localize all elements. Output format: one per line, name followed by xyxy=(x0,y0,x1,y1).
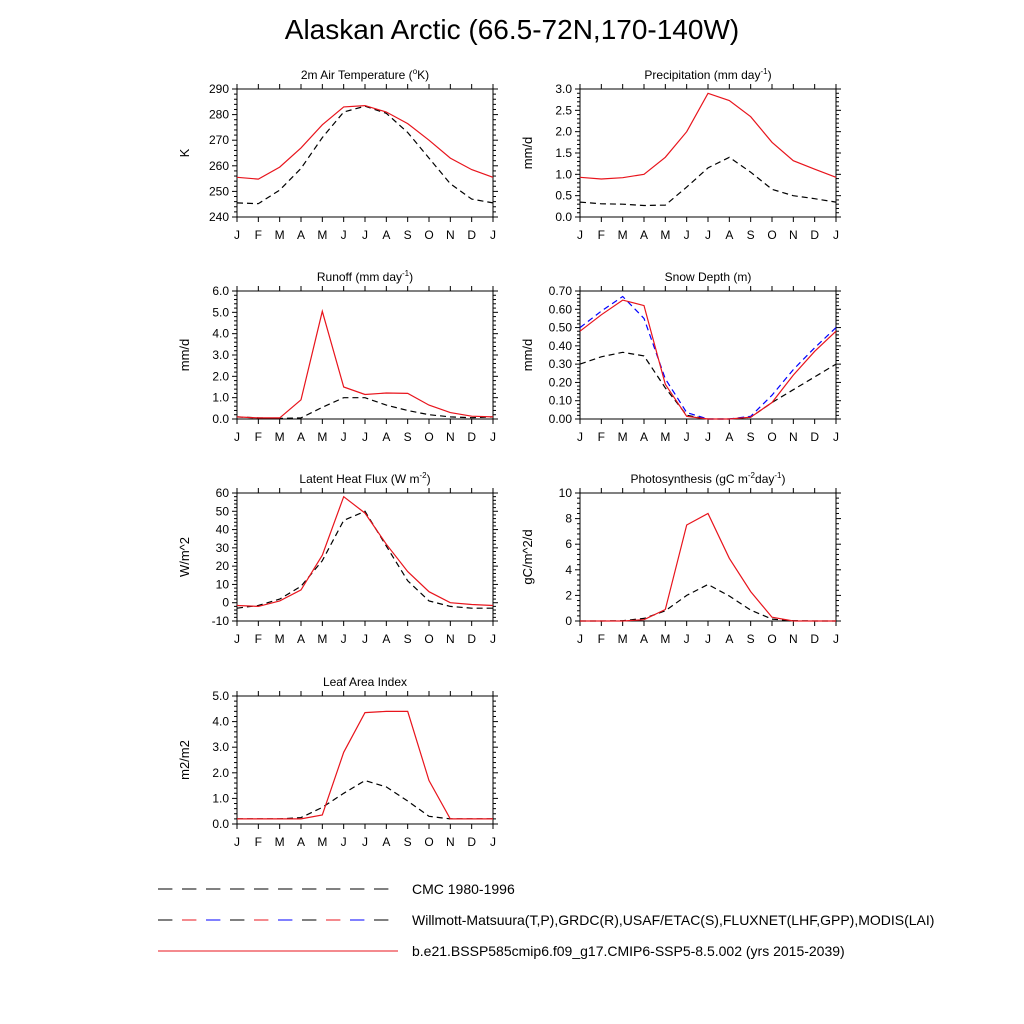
chart-panel-2 xyxy=(520,67,841,242)
x-tick-label: M xyxy=(274,632,285,646)
y-tick-label: 5.0 xyxy=(212,689,229,703)
title-text: ) xyxy=(781,472,786,486)
figure-title: Alaskan Arctic (66.5-72N,170-140W) xyxy=(284,14,740,45)
x-tick-label: A xyxy=(296,835,306,849)
chart-panel-4 xyxy=(520,270,841,444)
y-tick-label: 1.5 xyxy=(555,146,572,160)
plot-frame xyxy=(580,493,836,621)
x-tick-label: J xyxy=(577,430,583,444)
x-tick-label: A xyxy=(296,430,306,444)
y-tick-label: 1.0 xyxy=(212,390,229,405)
y-tick-label: 0.30 xyxy=(548,357,572,372)
x-tick-label: M xyxy=(274,835,285,849)
y-tick-label: 5.0 xyxy=(212,305,229,320)
legend-item-2 xyxy=(158,912,934,928)
x-tick-label: D xyxy=(810,632,820,646)
title-text: day xyxy=(755,472,775,486)
x-tick-label: J xyxy=(683,632,690,646)
x-tick-label: M xyxy=(617,430,628,444)
y-tick-label: 280 xyxy=(208,107,229,122)
title-text: Runoff (mm day xyxy=(316,270,403,284)
y-tick-label: 20 xyxy=(215,559,229,574)
x-tick-label: N xyxy=(445,228,455,242)
x-tick-label: A xyxy=(296,228,306,242)
legend-item-1 xyxy=(158,881,515,897)
x-tick-label: D xyxy=(467,632,477,646)
x-tick-label: A xyxy=(639,228,649,242)
x-tick-label: F xyxy=(597,632,606,646)
x-tick-label: D xyxy=(810,430,820,444)
y-tick-label: 1.0 xyxy=(555,167,572,182)
title-text: Precipitation (mm day xyxy=(644,68,761,82)
title-superscript: -2 xyxy=(747,471,756,480)
panel-title xyxy=(317,269,413,284)
y-axis-label: m2/m2 xyxy=(177,740,192,780)
x-tick-label: M xyxy=(317,835,328,849)
series-line-2 xyxy=(237,106,493,180)
chart-panel-6 xyxy=(520,471,841,646)
title-superscript: -1 xyxy=(402,269,410,278)
x-tick-label: J xyxy=(362,632,368,646)
x-tick-label: O xyxy=(424,835,434,849)
x-tick-label: J xyxy=(362,430,368,444)
x-tick-label: F xyxy=(597,430,606,444)
x-tick-label: N xyxy=(788,430,798,444)
chart-panel-3 xyxy=(177,269,498,444)
legend-item-3 xyxy=(158,943,845,959)
x-tick-label: J xyxy=(577,632,583,646)
legend-label: b.e21.BSSP585cmip6.f09_g17.CMIP6-SSP5-8.5.002 (yrs 2015-2039) xyxy=(412,943,845,959)
y-tick-label: 3.0 xyxy=(212,740,229,755)
y-tick-label: 0.5 xyxy=(555,188,572,203)
y-tick-label: 10 xyxy=(558,486,572,500)
x-tick-label: M xyxy=(660,430,671,444)
y-tick-label: 2.0 xyxy=(555,124,572,139)
x-tick-label: J xyxy=(340,228,347,242)
y-tick-label: 0.10 xyxy=(548,393,572,408)
title-text: Leaf Area Index xyxy=(322,675,408,689)
y-tick-label: 2.0 xyxy=(212,369,229,384)
chart-panel-7 xyxy=(177,675,498,849)
x-tick-label: S xyxy=(403,228,412,242)
chart-panel-5 xyxy=(177,471,498,646)
x-tick-label: A xyxy=(725,430,734,444)
series-line-2 xyxy=(580,514,836,622)
x-tick-label: M xyxy=(660,228,671,242)
y-tick-label: 2.0 xyxy=(212,765,229,780)
x-tick-label: J xyxy=(705,430,711,444)
x-tick-label: D xyxy=(467,835,477,849)
x-tick-label: J xyxy=(490,632,496,646)
series-line-2 xyxy=(237,497,493,607)
x-tick-label: O xyxy=(424,228,434,242)
x-tick-label: J xyxy=(362,228,368,242)
y-tick-label: 2.5 xyxy=(555,103,572,118)
x-tick-label: A xyxy=(382,632,391,646)
x-tick-label: O xyxy=(767,632,777,646)
x-tick-label: M xyxy=(317,228,328,242)
y-tick-label: 1.0 xyxy=(212,791,229,806)
x-tick-label: J xyxy=(340,430,347,444)
y-axis-label: W/m^2 xyxy=(177,536,192,578)
y-axis-label: mm/d xyxy=(177,338,192,372)
y-axis-label: gC/m^2/d xyxy=(520,529,535,585)
series-line-1 xyxy=(237,106,493,204)
y-tick-label: 3.0 xyxy=(212,348,229,362)
title-text: Photosynthesis (gC m xyxy=(630,472,748,486)
x-tick-label: F xyxy=(254,430,263,444)
y-tick-label: 0.0 xyxy=(212,412,229,426)
x-tick-label: S xyxy=(746,430,755,444)
x-tick-label: J xyxy=(683,228,690,242)
y-tick-label: 0.0 xyxy=(212,817,229,831)
y-tick-label: 270 xyxy=(208,133,229,148)
y-tick-label: 0 xyxy=(565,614,572,628)
series-line-1 xyxy=(237,781,493,819)
x-tick-label: M xyxy=(617,632,628,646)
y-tick-label: 0 xyxy=(222,595,229,610)
title-superscript: o xyxy=(412,67,418,76)
x-tick-label: M xyxy=(660,632,671,646)
x-tick-label: J xyxy=(234,632,240,646)
x-tick-label: O xyxy=(424,430,434,444)
x-tick-label: A xyxy=(639,632,649,646)
x-tick-label: J xyxy=(833,430,839,444)
x-tick-label: F xyxy=(254,632,263,646)
plot-frame xyxy=(580,291,836,419)
y-tick-label: 0.60 xyxy=(548,302,572,317)
x-tick-label: A xyxy=(639,430,649,444)
x-tick-label: J xyxy=(833,632,839,646)
x-tick-label: D xyxy=(810,228,820,242)
series-line-1 xyxy=(237,511,493,608)
x-tick-label: M xyxy=(317,430,328,444)
series-line-1 xyxy=(580,157,836,205)
x-tick-label: J xyxy=(577,228,583,242)
title-text: Snow Depth (m) xyxy=(664,270,752,284)
title-text: Latent Heat Flux (W m xyxy=(299,472,420,486)
panel-title xyxy=(301,67,429,82)
y-tick-label: 6 xyxy=(565,537,572,552)
y-tick-label: 10 xyxy=(215,577,229,592)
y-tick-label: 50 xyxy=(215,504,229,519)
y-axis-label: mm/d xyxy=(520,136,535,170)
series-line-3 xyxy=(580,300,836,419)
x-tick-label: J xyxy=(705,632,711,646)
y-tick-label: 4.0 xyxy=(212,326,229,341)
y-tick-label: 8 xyxy=(565,511,572,526)
x-tick-label: S xyxy=(403,632,412,646)
y-axis-label: mm/d xyxy=(520,338,535,372)
y-tick-label: 0.70 xyxy=(548,284,572,298)
x-tick-label: A xyxy=(382,835,391,849)
plot-frame xyxy=(237,696,493,824)
x-tick-label: J xyxy=(490,228,496,242)
x-tick-label: N xyxy=(445,835,455,849)
title-superscript: -2 xyxy=(419,471,427,480)
x-tick-label: N xyxy=(788,228,798,242)
x-tick-label: J xyxy=(490,835,496,849)
y-tick-label: 0.40 xyxy=(548,338,572,353)
x-tick-label: O xyxy=(767,430,777,444)
panel-title xyxy=(644,67,771,82)
title-text: ) xyxy=(426,472,431,486)
x-tick-label: N xyxy=(445,430,455,444)
title-text: ) xyxy=(767,68,772,82)
plot-frame xyxy=(237,89,493,217)
y-tick-label: 260 xyxy=(208,158,229,173)
title-text: ) xyxy=(409,270,414,284)
x-tick-label: N xyxy=(445,632,455,646)
x-tick-label: M xyxy=(317,632,328,646)
y-tick-label: 3.0 xyxy=(555,82,572,96)
series-line-2 xyxy=(580,93,836,179)
series-line-2 xyxy=(580,297,836,420)
x-tick-label: J xyxy=(234,835,240,849)
y-tick-label: 290 xyxy=(208,82,229,96)
series-line-1 xyxy=(237,398,493,419)
x-tick-label: S xyxy=(746,632,755,646)
legend-label: Willmott-Matsuura(T,P),GRDC(R),USAF/ETAC(S),FLUXNET(LHF,GPP),MODIS(LAI) xyxy=(412,912,935,928)
x-tick-label: M xyxy=(274,228,285,242)
x-tick-label: J xyxy=(340,835,347,849)
x-tick-label: D xyxy=(467,228,477,242)
x-tick-label: A xyxy=(296,632,306,646)
x-tick-label: O xyxy=(767,228,777,242)
y-tick-label: 2 xyxy=(565,588,572,603)
x-tick-label: F xyxy=(597,228,606,242)
x-tick-label: F xyxy=(254,835,263,849)
plot-frame xyxy=(580,89,836,217)
title-superscript: -1 xyxy=(774,471,782,480)
x-tick-label: D xyxy=(467,430,477,444)
title-text: K) xyxy=(417,68,430,82)
x-tick-label: M xyxy=(617,228,628,242)
x-tick-label: J xyxy=(683,430,690,444)
y-tick-label: 6.0 xyxy=(212,284,229,298)
y-tick-label: 0.00 xyxy=(548,412,572,426)
x-tick-label: A xyxy=(382,430,391,444)
series-line-2 xyxy=(237,711,493,819)
y-tick-label: 4.0 xyxy=(212,714,229,729)
y-tick-label: 40 xyxy=(215,522,229,537)
title-text: 2m Air Temperature ( xyxy=(300,68,413,82)
chart-panel-1 xyxy=(177,67,498,242)
x-tick-label: A xyxy=(725,228,734,242)
panel-title xyxy=(665,270,752,284)
panel-title xyxy=(299,471,430,486)
y-tick-label: 0.20 xyxy=(548,375,572,390)
x-tick-label: N xyxy=(788,632,798,646)
x-tick-label: J xyxy=(362,835,368,849)
x-tick-label: O xyxy=(424,632,434,646)
series-line-1 xyxy=(580,352,836,419)
plot-frame xyxy=(237,291,493,419)
x-tick-label: S xyxy=(746,228,755,242)
x-tick-label: M xyxy=(274,430,285,444)
x-tick-label: J xyxy=(234,430,240,444)
series-line-2 xyxy=(237,311,493,418)
panel-title xyxy=(323,675,407,689)
x-tick-label: S xyxy=(403,430,412,444)
x-tick-label: A xyxy=(382,228,391,242)
x-tick-label: J xyxy=(490,430,496,444)
x-tick-label: S xyxy=(403,835,412,849)
legend-label: CMC 1980-1996 xyxy=(412,881,515,897)
y-tick-label: 250 xyxy=(208,184,229,199)
x-tick-label: J xyxy=(234,228,240,242)
y-tick-label: -10 xyxy=(211,614,229,628)
series-line-1 xyxy=(580,585,836,622)
x-tick-label: A xyxy=(725,632,734,646)
y-tick-label: 0.50 xyxy=(548,320,572,335)
title-superscript: -1 xyxy=(760,67,768,76)
x-tick-label: J xyxy=(705,228,711,242)
y-tick-label: 4 xyxy=(565,562,572,577)
panel-title xyxy=(631,471,786,486)
y-tick-label: 30 xyxy=(215,540,229,555)
x-tick-label: F xyxy=(254,228,263,242)
x-tick-label: J xyxy=(833,228,839,242)
y-tick-label: 240 xyxy=(208,210,229,224)
y-axis-label: K xyxy=(177,148,192,158)
y-tick-label: 0.0 xyxy=(555,210,572,224)
y-tick-label: 60 xyxy=(215,486,229,500)
x-tick-label: J xyxy=(340,632,347,646)
chart-panels xyxy=(177,67,841,849)
legend xyxy=(158,881,934,959)
